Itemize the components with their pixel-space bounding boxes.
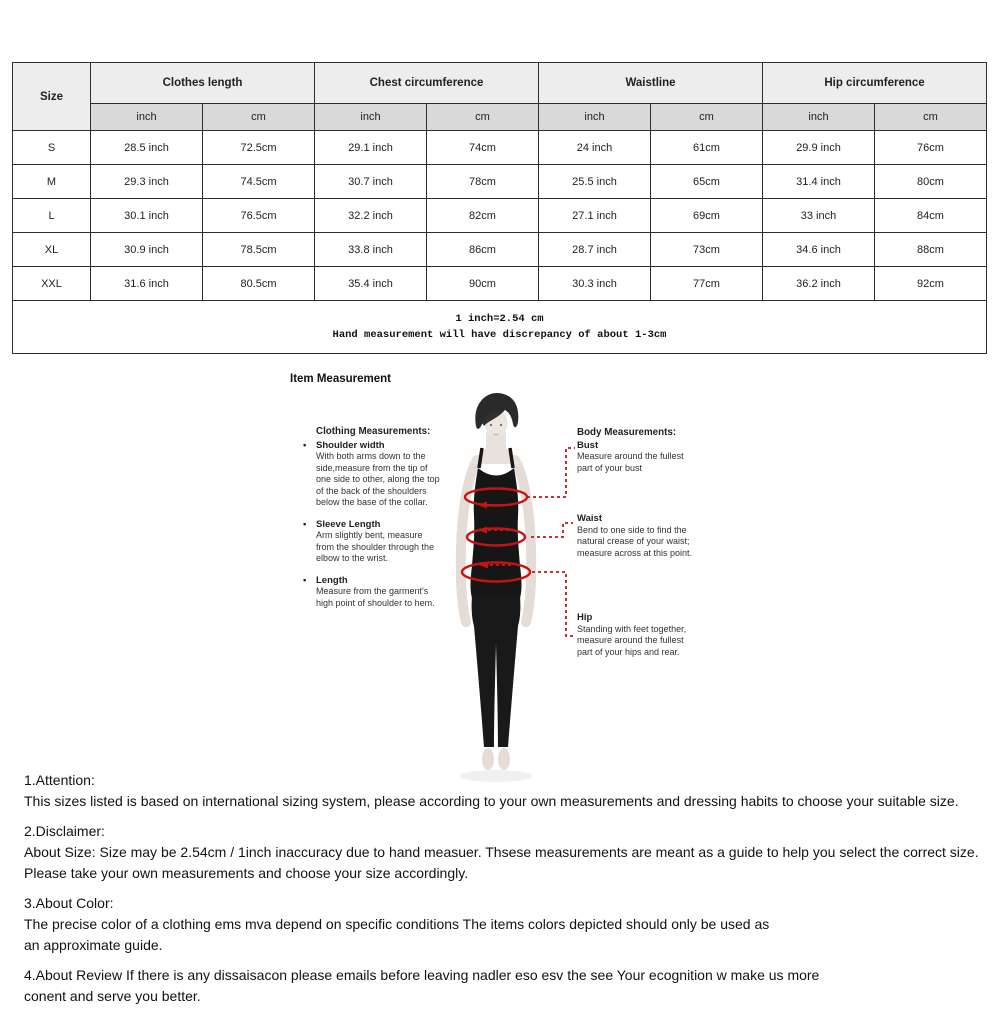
sleeve-length-desc: Arm slightly bent, measure from the shoulder through the elbow to the wrist. [316, 530, 435, 563]
camisole-body [471, 468, 522, 598]
face [485, 409, 508, 437]
note-heading: 3.About Color: [24, 895, 114, 911]
body-measurements-heading: Body Measurements: [577, 427, 677, 438]
measure-cell: 61cm [651, 131, 763, 165]
column-header-hip: Hip circumference [763, 63, 987, 104]
measure-cell: 72.5cm [203, 131, 315, 165]
clothing-measurements-column [303, 426, 443, 609]
left-arm [461, 460, 477, 622]
body-measurements-column [577, 427, 701, 658]
camisole-strap-left [479, 448, 482, 468]
waist-item [577, 513, 701, 559]
measure-cell: 65cm [651, 165, 763, 199]
size-cell: M [13, 165, 91, 199]
measure-cell: 74cm [427, 131, 539, 165]
column-header-waistline: Waistline [539, 63, 763, 104]
note-text: About Size: Size may be 2.54cm / 1inch inaccuracy due to hand measuer. Thsese measurements are meant as a guide to help you select the correct size. [24, 844, 979, 860]
bust-connector-line [527, 448, 575, 497]
bullet-icon: • [303, 518, 307, 530]
shoulder-width-item [303, 440, 443, 509]
measure-cell: 92cm [875, 267, 987, 301]
measure-cell: 28.7 inch [539, 233, 651, 267]
measure-cell: 29.1 inch [315, 131, 427, 165]
right-eye [500, 424, 502, 426]
sleeve-length-label: Sleeve Length [316, 518, 381, 530]
column-header-clothes-length: Clothes length [91, 63, 315, 104]
measure-cell: 31.6 inch [91, 267, 203, 301]
measure-cell: 29.9 inch [763, 131, 875, 165]
measure-cell: 76.5cm [203, 199, 315, 233]
note-heading: 1.Attention: [24, 772, 95, 788]
unit-header-cell: inch [315, 104, 427, 131]
unit-header-row [13, 104, 987, 131]
footnote-line-2: Hand measurement will have discrepancy of about 1-3cm [332, 329, 667, 341]
measure-cell: 88cm [875, 233, 987, 267]
note-disclaimer [24, 821, 986, 884]
table-row [13, 267, 987, 301]
size-cell: XL [13, 233, 91, 267]
note-about-review [24, 965, 986, 1007]
measure-cell: 73cm [651, 233, 763, 267]
unit-header-cell: cm [427, 104, 539, 131]
measure-cell: 78cm [427, 165, 539, 199]
mouth [493, 434, 499, 435]
hip-connector-line [532, 572, 575, 636]
size-cell: L [13, 199, 91, 233]
unit-header-cell: inch [763, 104, 875, 131]
note-text: 4.About Review If there is any dissaisacon please emails before leaving nadler eso esv the see Your ecognition w make us more [24, 967, 820, 983]
unit-header-cell: inch [91, 104, 203, 131]
size-table-body [13, 131, 987, 301]
leggings [472, 596, 521, 747]
left-foot [482, 748, 494, 770]
sleeve-length-item [303, 519, 443, 565]
measure-cell: 76cm [875, 131, 987, 165]
measure-cell: 77cm [651, 267, 763, 301]
measure-cell: 25.5 inch [539, 165, 651, 199]
measure-cell: 84cm [875, 199, 987, 233]
right-foot [498, 748, 510, 770]
diagram-title: Item Measurement [290, 373, 391, 385]
measure-cell: 36.2 inch [763, 267, 875, 301]
measure-cell: 33.8 inch [315, 233, 427, 267]
measure-cell: 32.2 inch [315, 199, 427, 233]
measure-cell: 28.5 inch [91, 131, 203, 165]
bust-measure-ellipse [465, 489, 527, 509]
table-row [13, 233, 987, 267]
bust-label: Bust [577, 439, 599, 451]
measure-cell: 35.4 inch [315, 267, 427, 301]
hip-label: Hip [577, 612, 593, 623]
hip-item [577, 612, 701, 658]
shoulder-width-desc: With both arms down to the side,measure from the tip of one side to other, along the top of the back of the shoulders below the base of the collar. [316, 451, 440, 507]
table-row [13, 199, 987, 233]
waist-measure-ellipse [467, 527, 525, 546]
measure-cell: 74.5cm [203, 165, 315, 199]
hair-fringe [482, 411, 504, 426]
note-text: an approximate guide. [24, 937, 163, 953]
measure-cell: 29.3 inch [91, 165, 203, 199]
measure-cell: 30.9 inch [91, 233, 203, 267]
neck-chest [468, 432, 524, 464]
unit-header-cell: cm [875, 104, 987, 131]
measure-cell: 82cm [427, 199, 539, 233]
left-eye [490, 424, 492, 426]
bust-item [577, 440, 701, 475]
measure-cell: 30.3 inch [539, 267, 651, 301]
note-attention [24, 770, 986, 812]
note-text: This sizes listed is based on international sizing system, please according to your own measurements and dressing habits to choose your suitable size. [24, 793, 959, 809]
length-desc: Measure from the garment's high point of shoulder to hem. [316, 586, 435, 608]
measure-cell: 24 inch [539, 131, 651, 165]
measure-cell: 90cm [427, 267, 539, 301]
right-arm [515, 460, 531, 622]
size-chart-table [12, 62, 987, 354]
measure-cell: 69cm [651, 199, 763, 233]
table-row [13, 165, 987, 199]
waist-label: Waist [577, 513, 602, 524]
size-cell: S [13, 131, 91, 165]
bullet-icon: • [303, 574, 307, 586]
shoulder-width-label: Shoulder width [316, 439, 385, 451]
camisole-strap-right [510, 448, 513, 468]
column-header-size: Size [13, 63, 91, 131]
measure-cell: 86cm [427, 233, 539, 267]
unit-header-cell: cm [651, 104, 763, 131]
bust-desc: Measure around the fullest part of your bust [577, 451, 684, 473]
bullet-icon: • [303, 439, 307, 451]
measure-cell: 33 inch [763, 199, 875, 233]
model-figure-illustration [420, 390, 593, 790]
note-heading: 2.Disclaimer: [24, 823, 105, 839]
length-label: Length [316, 574, 348, 586]
notes-section [24, 770, 986, 1016]
note-about-color [24, 893, 986, 956]
hip-measure-ellipse [462, 562, 530, 582]
measure-cell: 31.4 inch [763, 165, 875, 199]
table-footnote [13, 301, 987, 354]
measure-cell: 30.1 inch [91, 199, 203, 233]
note-text: The precise color of a clothing ems mva depend on specific conditions The items colors depicted should only be used as [24, 916, 770, 932]
footnote-line-1: 1 inch=2.54 cm [455, 313, 544, 325]
unit-header-cell: inch [539, 104, 651, 131]
hair [475, 393, 518, 429]
unit-header-cell: cm [203, 104, 315, 131]
hip-desc: Standing with feet together, measure around the fullest part of your hips and rear. [577, 623, 687, 657]
length-item [303, 575, 443, 610]
note-text: Please take your own measurements and choose your size accordingly. [24, 865, 469, 881]
waist-desc: Bend to one side to find the natural crease of your waist; measure across at this point. [577, 524, 693, 558]
size-cell: XXL [13, 267, 91, 301]
measure-cell: 80.5cm [203, 267, 315, 301]
measure-cell: 78.5cm [203, 233, 315, 267]
measure-cell: 34.6 inch [763, 233, 875, 267]
column-header-chest: Chest circumference [315, 63, 539, 104]
clothing-measurements-heading: Clothing Measurements: [316, 426, 431, 437]
table-row [13, 131, 987, 165]
measure-cell: 30.7 inch [315, 165, 427, 199]
measure-cell: 80cm [875, 165, 987, 199]
measure-cell: 27.1 inch [539, 199, 651, 233]
note-text: conent and serve you better. [24, 988, 201, 1004]
waist-connector-line [531, 523, 573, 537]
